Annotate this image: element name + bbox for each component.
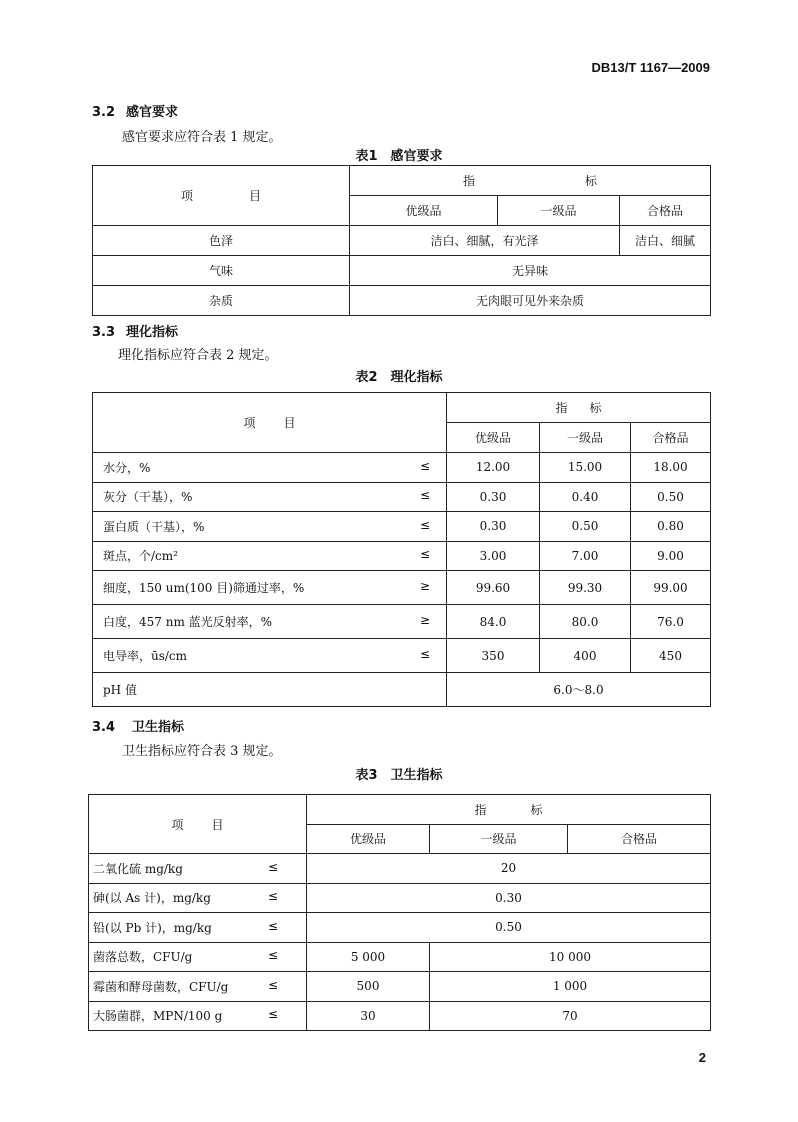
header-index: 指 标 xyxy=(350,166,711,196)
cell-value: 无肉眼可见外来杂质 xyxy=(350,286,711,316)
cell-value: 0.30 xyxy=(447,512,540,542)
comparison-sign: ≤ xyxy=(267,1007,278,1022)
table-row xyxy=(93,166,711,196)
cell-value: 6.0～8.0 xyxy=(447,673,711,707)
grade-first: 一级品 xyxy=(430,824,568,854)
grade-premium: 优级品 xyxy=(447,423,540,453)
cell-value: 20 xyxy=(307,854,711,884)
cell-value: 450 xyxy=(631,639,711,673)
row-item: 色泽 xyxy=(93,226,350,256)
table-row xyxy=(89,883,711,913)
cell-value: 84.0 xyxy=(447,605,540,639)
cell-value: 18.00 xyxy=(631,453,711,483)
page-number: 2 xyxy=(698,1050,706,1065)
grade-qualified: 合格品 xyxy=(631,423,711,453)
header-item: 项 目 xyxy=(89,795,307,854)
table-row xyxy=(89,795,711,825)
comparison-sign: ≤ xyxy=(267,889,278,904)
cell-value: 12.00 xyxy=(447,453,540,483)
section-3-4-text: 卫生指标应符合表 3 规定。 xyxy=(122,744,282,759)
table-row xyxy=(93,286,711,316)
comparison-sign: ≤ xyxy=(267,918,278,933)
comparison-sign: ≤ xyxy=(419,547,430,562)
row-item: 蛋白质（干基），% xyxy=(103,519,205,534)
header-index: 指 标 xyxy=(307,795,711,825)
table-row xyxy=(93,673,711,707)
header-item: 项 目 xyxy=(93,393,447,453)
table-row xyxy=(93,393,711,423)
comparison-sign: ≤ xyxy=(419,488,430,503)
grade-qualified: 合格品 xyxy=(620,196,711,226)
grade-premium: 优级品 xyxy=(350,196,498,226)
cell-value: 0.30 xyxy=(307,883,711,913)
comparison-sign: ≤ xyxy=(419,647,430,661)
cell-value: 76.0 xyxy=(631,605,711,639)
table-row xyxy=(93,482,711,512)
cell-value: 1 000 xyxy=(430,972,711,1002)
row-item: 电导率，ūs/cm xyxy=(103,649,188,663)
table-3-caption: 表3 卫生指标 xyxy=(355,768,443,783)
section-title: 理化指标 xyxy=(126,325,179,340)
table-1-caption: 表1 感官要求 xyxy=(355,149,443,164)
row-item: 二氧化硫 mg/kg xyxy=(93,861,183,876)
row-item: 杂质 xyxy=(93,286,350,316)
cell-value: 15.00 xyxy=(540,453,631,483)
row-item: 菌落总数，CFU/g xyxy=(93,950,193,965)
section-number: 3.2 xyxy=(92,105,116,120)
table-1-sensory xyxy=(92,165,711,316)
comparison-sign: ≤ xyxy=(419,517,430,532)
table-row xyxy=(93,453,711,483)
cell-value: 80.0 xyxy=(540,605,631,639)
table-2-caption: 表2 理化指标 xyxy=(355,370,443,385)
section-3-3-heading xyxy=(92,321,178,340)
cell-value: 99.00 xyxy=(631,571,711,605)
cell-value: 洁白、细腻，有光泽 xyxy=(350,226,620,256)
comparison-sign: ≥ xyxy=(419,579,430,593)
section-3-3-text: 理化指标应符合表 2 规定。 xyxy=(118,348,278,363)
grade-first: 一级品 xyxy=(498,196,620,226)
row-item: 斑点，个/cm² xyxy=(103,549,178,564)
comparison-sign: ≤ xyxy=(267,948,278,963)
header-item: 项 目 xyxy=(93,166,350,226)
section-number: 3.4 xyxy=(92,720,116,735)
row-item: 气味 xyxy=(93,256,350,286)
section-title: 卫生指标 xyxy=(132,720,185,735)
section-title: 感官要求 xyxy=(126,105,179,120)
grade-first: 一级品 xyxy=(540,423,631,453)
table-row xyxy=(93,256,711,286)
grade-premium: 优级品 xyxy=(307,824,430,854)
cell-value: 洁白、细腻 xyxy=(620,226,711,256)
cell-value: 99.30 xyxy=(540,571,631,605)
row-item: 灰分（干基），% xyxy=(103,490,193,505)
table-row xyxy=(93,605,711,639)
row-item: 铅(以 Pb 计)，mg/kg xyxy=(93,920,212,935)
cell-value: 99.60 xyxy=(447,571,540,605)
cell-value: 70 xyxy=(430,1001,711,1031)
cell-value: 9.00 xyxy=(631,541,711,571)
table-3-hygiene xyxy=(88,794,711,1031)
document-code: DB13/T 1167—2009 xyxy=(591,60,710,75)
cell-value: 0.30 xyxy=(447,482,540,512)
table-row xyxy=(93,541,711,571)
table-row xyxy=(89,942,711,972)
comparison-sign: ≥ xyxy=(419,613,430,627)
cell-value: 500 xyxy=(307,972,430,1002)
cell-value: 无异味 xyxy=(350,256,711,286)
header-index: 指 标 xyxy=(447,393,711,423)
cell-value: 0.40 xyxy=(540,482,631,512)
row-item: 砷(以 As 计)，mg/kg xyxy=(93,891,211,906)
row-item: 白度，457 nm 蓝光反射率，% xyxy=(103,615,273,629)
table-row xyxy=(93,512,711,542)
table-row xyxy=(93,571,711,605)
table-row xyxy=(93,639,711,673)
grade-qualified: 合格品 xyxy=(568,824,711,854)
cell-value: 0.80 xyxy=(631,512,711,542)
section-3-4-heading xyxy=(92,716,184,735)
cell-value: 10 000 xyxy=(430,942,711,972)
row-item: 细度，150 um(100 目)筛通过率，% xyxy=(103,581,305,595)
comparison-sign: ≤ xyxy=(419,458,430,473)
cell-value: 5 000 xyxy=(307,942,430,972)
section-3-2-text: 感官要求应符合表 1 规定。 xyxy=(122,130,282,145)
row-item: 水分，% xyxy=(103,460,151,475)
cell-value: 3.00 xyxy=(447,541,540,571)
table-row xyxy=(89,854,711,884)
comparison-sign: ≤ xyxy=(267,859,278,874)
cell-value: 7.00 xyxy=(540,541,631,571)
row-item: 霉菌和酵母菌数，CFU/g xyxy=(93,979,229,994)
cell-value: 350 xyxy=(447,639,540,673)
cell-value: 0.50 xyxy=(631,482,711,512)
comparison-sign: ≤ xyxy=(267,977,278,992)
table-row xyxy=(93,226,711,256)
cell-value: 0.50 xyxy=(307,913,711,943)
cell-value: 0.50 xyxy=(540,512,631,542)
table-row xyxy=(89,972,711,1002)
table-2-physicochemical xyxy=(92,392,711,707)
section-number: 3.3 xyxy=(92,325,116,340)
table-row xyxy=(89,913,711,943)
table-row xyxy=(89,1001,711,1031)
row-item: 大肠菌群，MPN/100 g xyxy=(93,1009,223,1024)
row-item: pH 值 xyxy=(93,673,447,707)
cell-value: 30 xyxy=(307,1001,430,1031)
section-3-2-heading xyxy=(92,101,178,120)
cell-value: 400 xyxy=(540,639,631,673)
